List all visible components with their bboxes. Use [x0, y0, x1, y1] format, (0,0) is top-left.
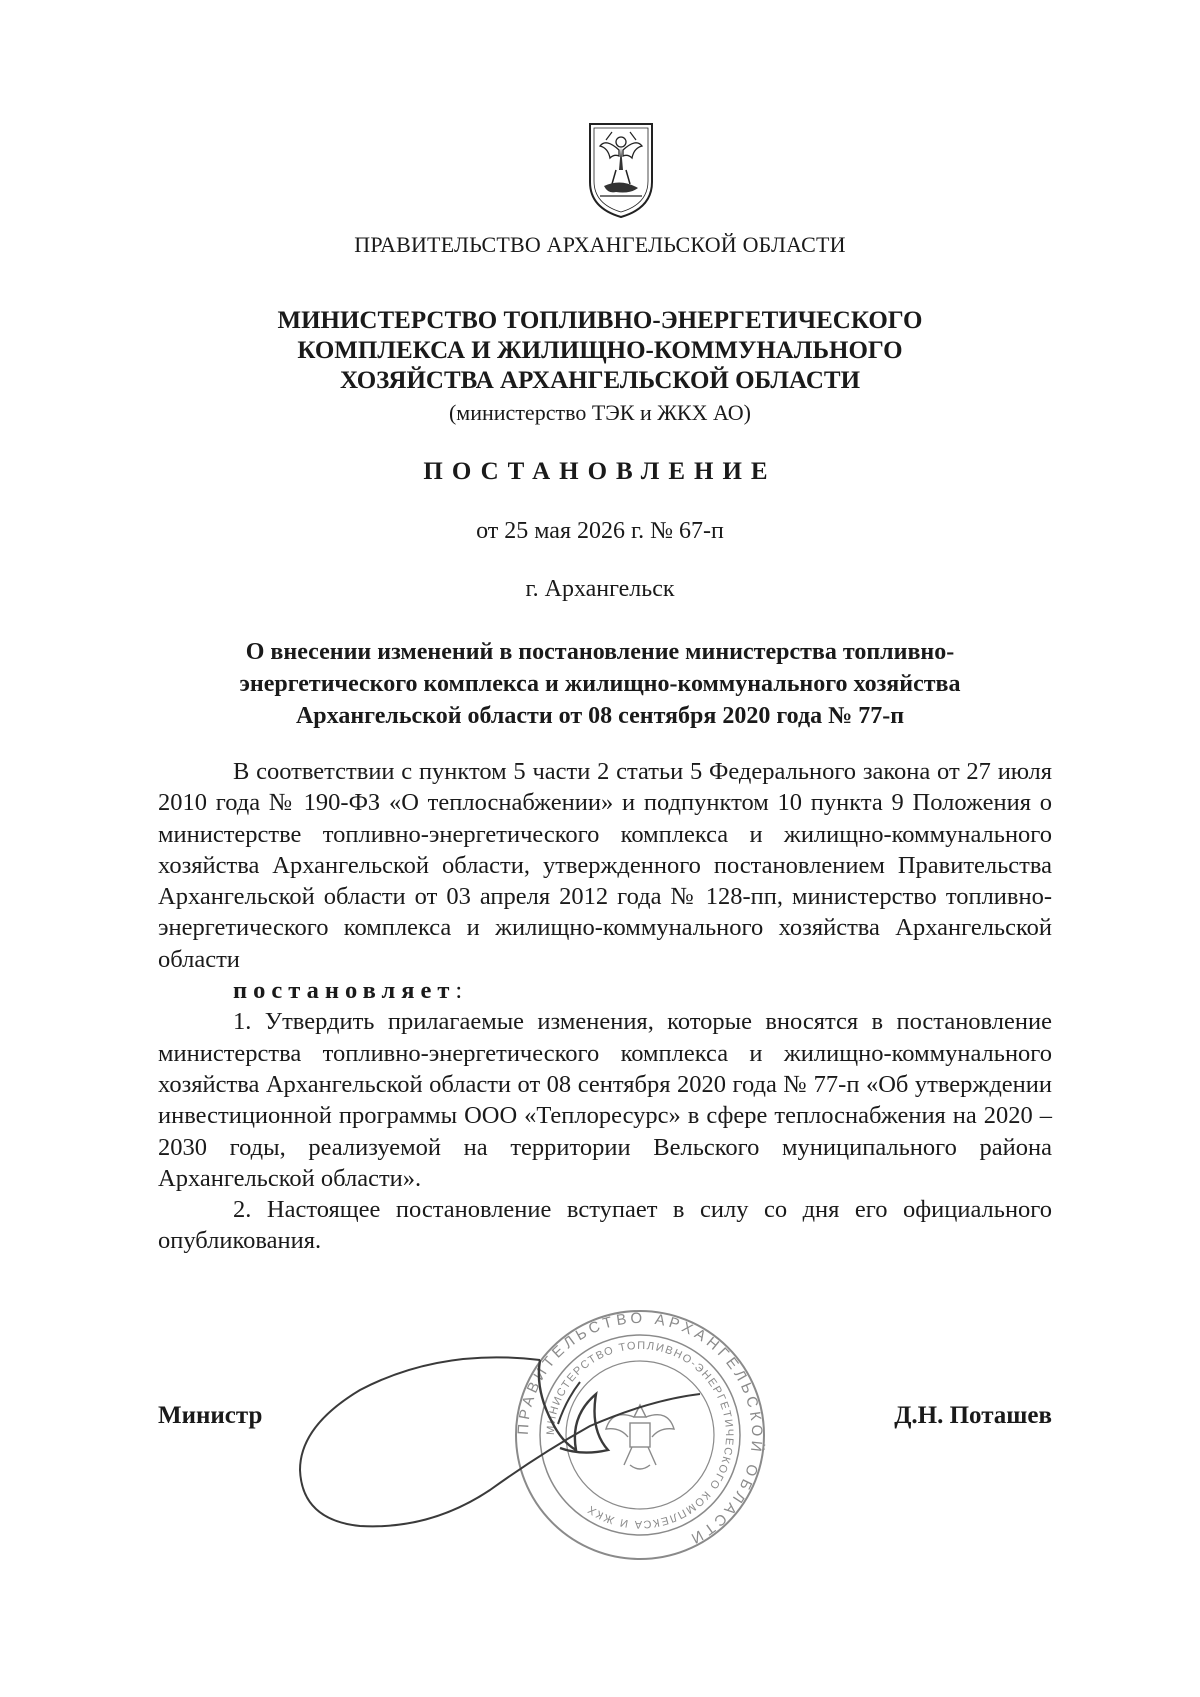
- handwritten-signature: [290, 1330, 710, 1550]
- decides-colon: :: [455, 977, 463, 1005]
- signer-position: Министр: [158, 1402, 263, 1429]
- subject-line: Архангельской области от 08 сентября 2020 года № 77-п: [295, 703, 905, 729]
- coat-of-arms-icon: [586, 120, 656, 220]
- stamp-inner-text: МИНИСТЕРСТВО ТОПЛИВНО-ЭНЕРГЕТИЧЕСКОГО КОМПЛЕКСА И ЖКХ: [544, 1339, 736, 1531]
- document-city: г. Архангельск: [525, 576, 675, 602]
- item-2-paragraph: 2. Настоящее постановление вступает в силу со дня его официального опубликования.: [158, 1196, 1052, 1255]
- document-type: ПОСТАНОВЛЕНИЕ: [423, 458, 777, 485]
- ministry-name-line: ХОЗЯЙСТВА АРХАНГЕЛЬСКОЙ ОБЛАСТИ: [339, 367, 861, 394]
- stamp-outer-text: ПРАВИТЕЛЬСТВО АРХАНГЕЛЬСКОЙ ОБЛАСТИ: [514, 1309, 766, 1549]
- document-date-number: от 25 мая 2026 г. № 67-п: [476, 518, 724, 544]
- ministry-name-line: КОМПЛЕКСА И ЖИЛИЩНО-КОММУНАЛЬНОГО: [297, 337, 903, 364]
- ministry-name-line: МИНИСТЕРСТВО ТОПЛИВНО-ЭНЕРГЕТИЧЕСКОГО: [277, 307, 923, 334]
- subject-line: О внесении изменений в постановление министерства топливно-: [245, 639, 955, 665]
- document-body: [158, 756, 1052, 1257]
- signer-name: Д.Н. Поташев: [894, 1402, 1052, 1429]
- government-name: ПРАВИТЕЛЬСТВО АРХАНГЕЛЬСКОЙ ОБЛАСТИ: [354, 232, 846, 257]
- decides-word: постановляет: [233, 977, 456, 1005]
- ministry-abbreviation: (министерство ТЭК и ЖКХ АО): [448, 400, 752, 425]
- document-subject: [150, 636, 1050, 732]
- subject-line: энергетического комплекса и жилищно-коммунального хозяйства: [239, 671, 961, 697]
- preamble-paragraph: В соответствии с пунктом 5 части 2 статьи 5 Федерального закона от 27 июля 2010 года № 190-ФЗ «О теплоснабжении» и подпунктом 10 пункта 9 Положения о министерстве топливно-энергетического комплекса и жилищно-коммунального хозяйства Архангельской области, утвержденного постановлением Правительства Архангельской области от 03 апреля 2012 года № 128-пп, министерство топливно-энергетического комплекса и жилищно-коммунального хозяйства Архангельской области: [158, 758, 1052, 973]
- ministry-name: [0, 306, 1200, 396]
- decides-line: [158, 975, 1052, 1006]
- item-1-paragraph: 1. Утвердить прилагаемые изменения, которые вносятся в постановление министерства топливно-энергетического комплекса и жилищно-коммунального хозяйства Архангельской области от 08 сентября 2020 года № 77-п «Об утверждении инвестиционной программы ООО «Теплоресурс» в сфере теплоснабжения на 2020 – 2030 годы, реализуемой на территории Вельского муниципального района Архангельской области».: [158, 1008, 1052, 1192]
